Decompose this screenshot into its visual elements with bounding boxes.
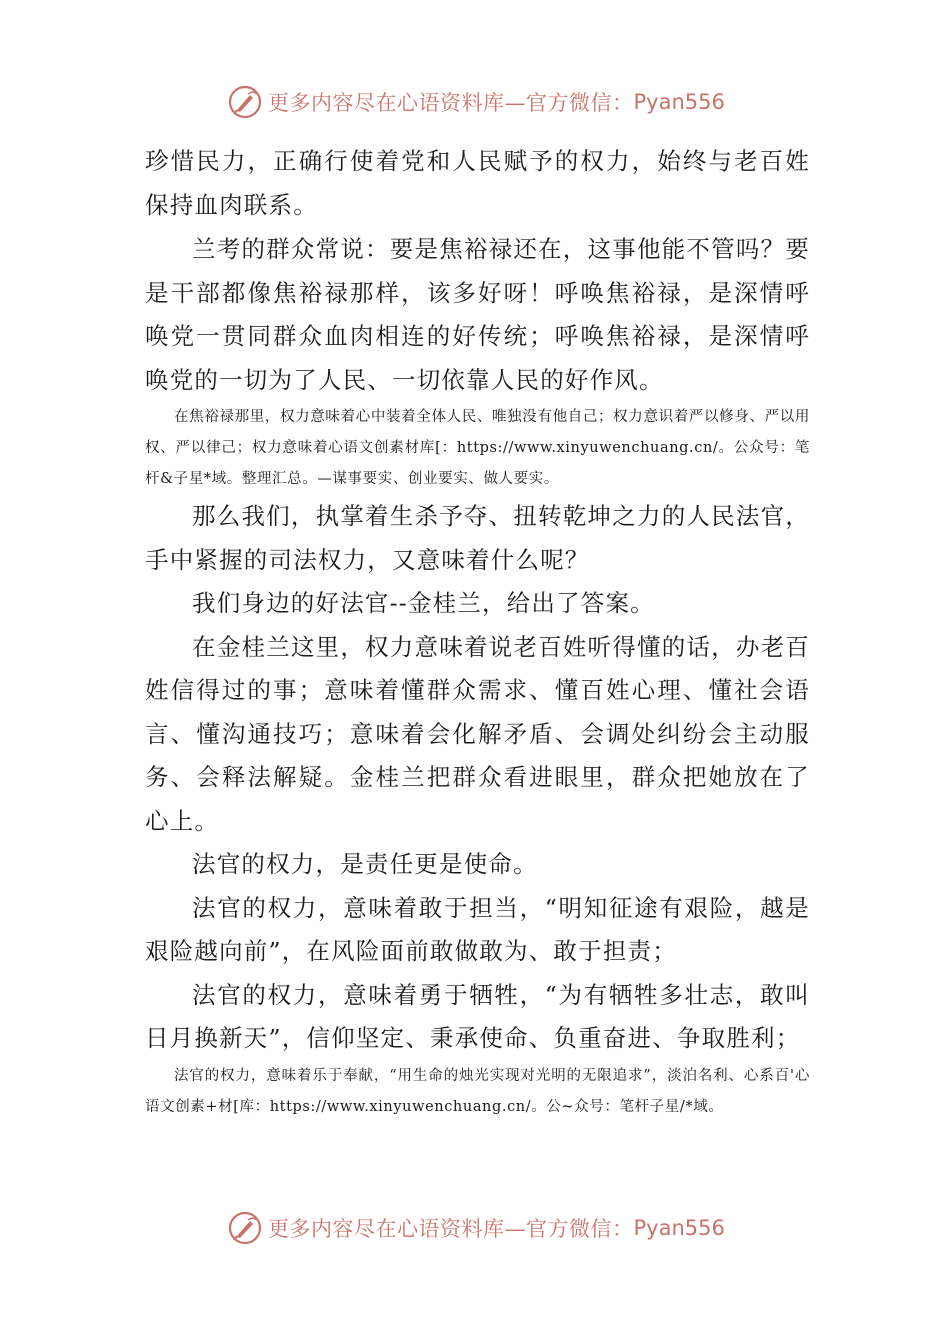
paragraph-10-small: 法官的权力，意味着乐于奉献，“用生命的烛光实现对光明的无限追求”，淡泊名利、心系百'心语文创素+材[库：https://www.xinyuwenchuang.cn/。公~众号：笔杆子星/*域。 [145, 1067, 810, 1115]
pen-logo-icon [228, 85, 262, 119]
paragraph-4: 那么我们，执掌着生杀予夺、扭转乾坤之力的人民法官，手中紧握的司法权力，又意味着什么呢？ [145, 502, 810, 574]
paragraph-5: 我们身边的好法官--金桂兰，给出了答案。 [192, 589, 655, 617]
paragraph-2: 兰考的群众常说：要是焦裕禄还在，这事他能不管吗？要是干部都像焦裕禄那样，该多好呀！呼唤焦裕禄，是深情呼唤党一贯同群众血肉相连的好传统；呼唤焦裕禄，是深情呼唤党的一切为了人民、一切依靠人民的好作风。 [145, 235, 810, 394]
paragraph-6: 在金桂兰这里，权力意味着说老百姓听得懂的话，办老百姓信得过的事；意味着懂群众需求、懂百姓心理、懂社会语言、懂沟通技巧；意味着会化解矛盾、会调处纠纷会主动服务、会释法解疑。金桂兰把群众看进眼里，群众把她放在了心上。 [145, 632, 810, 835]
banner-text: 更多内容尽在心语资料库—官方微信： [268, 1217, 634, 1241]
pen-logo-icon [228, 1211, 262, 1245]
header-banner [228, 82, 725, 122]
banner-text: 更多内容尽在心语资料库—官方微信： [268, 91, 634, 115]
paragraph-1: 珍惜民力，正确行使着党和人民赋予的权力，始终与老百姓保持血肉联系。 [145, 147, 810, 219]
banner-wechat-id: Pyan556 [633, 1216, 725, 1240]
paragraph-3-small: 在焦裕禄那里，权力意味着心中装着全体人民、唯独没有他自己；权力意识着严以修身、严以用权、严以律己；权力意味着心语文创素材库[：https://www.xinyuwenchuang.cn/。公众号：笔杆&子星*域。整理汇总。—谋事要实、创业要实、做人要实。 [145, 409, 810, 487]
paragraph-7: 法官的权力，是责任更是使命。 [192, 850, 538, 878]
banner-wechat-id: Pyan556 [633, 90, 725, 114]
document-body [145, 140, 810, 1123]
paragraph-8: 法官的权力，意味着敢于担当，“明知征途有艰险，越是艰险越向前”，在风险面前敢做敢为、敢于担责； [145, 893, 810, 965]
footer-banner [228, 1208, 725, 1248]
paragraph-9: 法官的权力，意味着勇于牺牲，“为有牺牲多壮志，敢叫日月换新天”，信仰坚定、秉承使命、负重奋进、争取胜利； [145, 980, 810, 1052]
